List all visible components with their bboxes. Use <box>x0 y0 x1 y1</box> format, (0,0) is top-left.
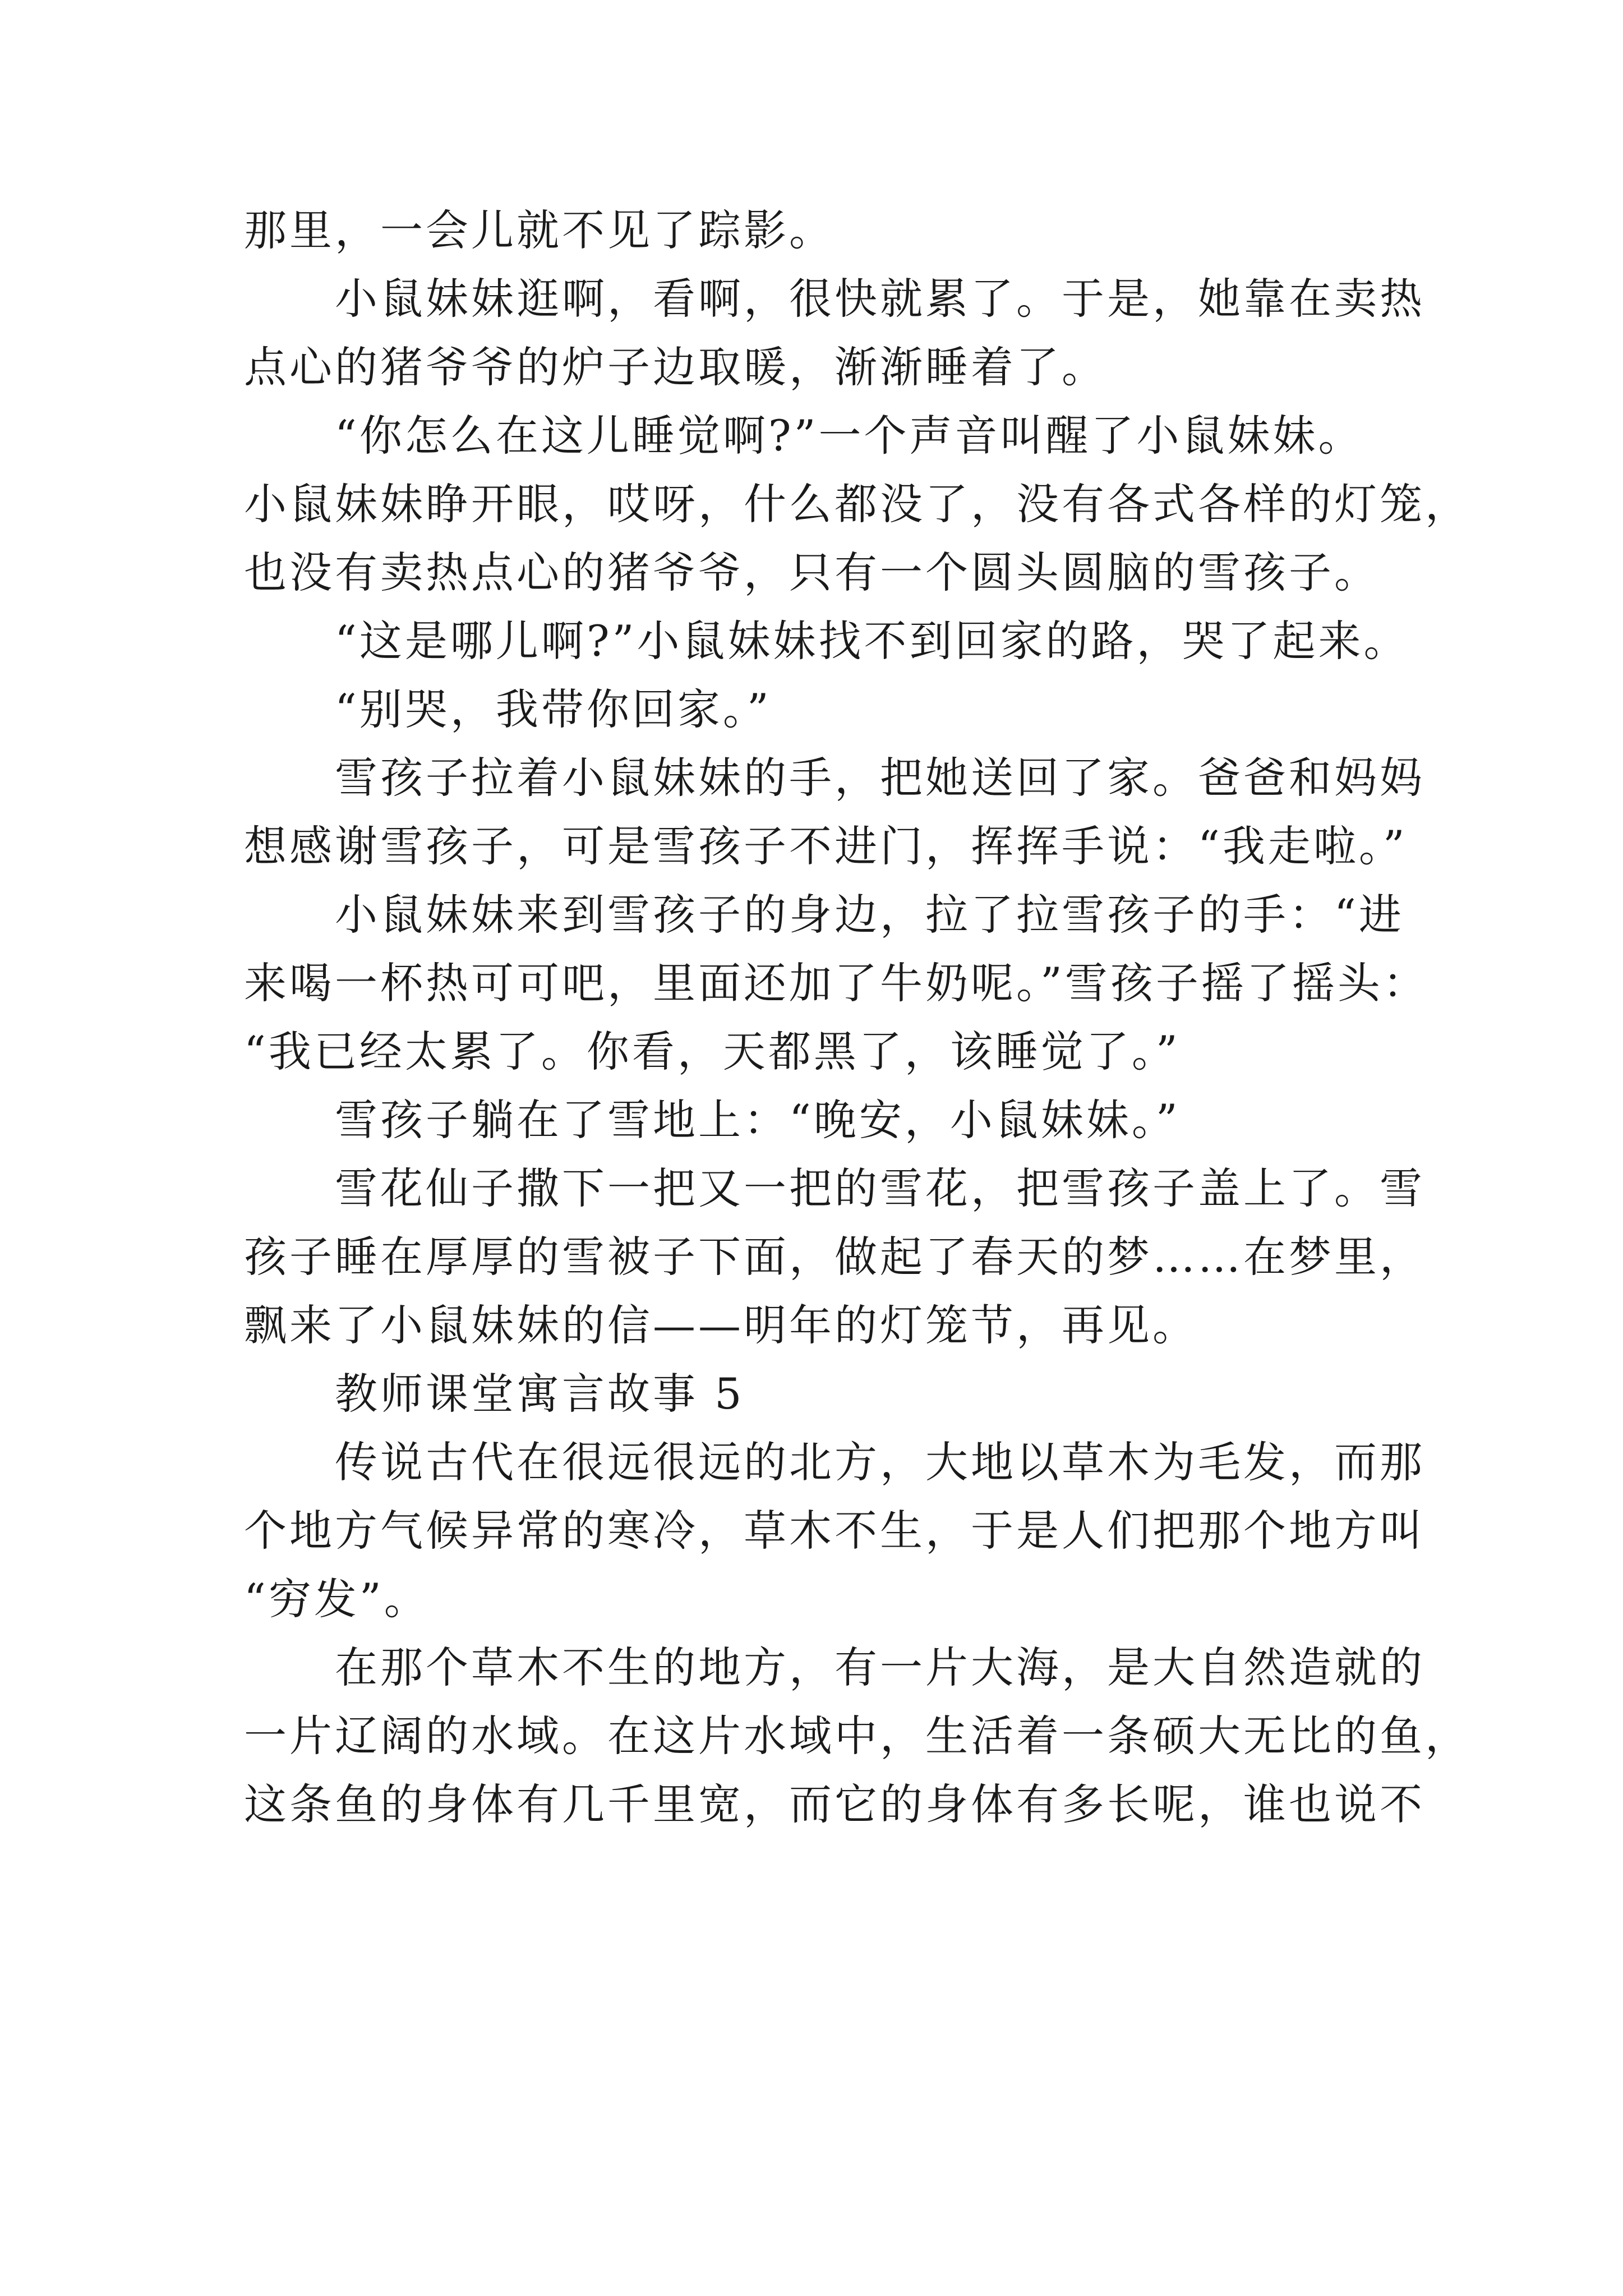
text-line: 也没有卖热点心的猪爷爷，只有一个圆头圆脑的雪孩子。 <box>244 547 1380 597</box>
text-line: “穷发”。 <box>244 1574 430 1624</box>
text-line: 雪花仙子撒下一把又一把的雪花，把雪孩子盖上了。雪 <box>244 1163 1425 1213</box>
text-line: 个地方气候异常的寒冷，草木不生，于是人们把那个地方叫 <box>244 1506 1425 1556</box>
text-line: 一片辽阔的水域。在这片水域中，生活着一条硕大无比的鱼， <box>244 1711 1470 1761</box>
text-line: 传说古代在很远很远的北方，大地以草木为毛发，而那 <box>244 1437 1425 1487</box>
text-line: 雪孩子躺在了雪地上：“晚安，小鼠妹妹。” <box>244 1095 1181 1145</box>
text-line: 点心的猪爷爷的炉子边取暖，渐渐睡着了。 <box>244 342 1107 392</box>
text-line: “我已经太累了。你看，天都黑了，该睡觉了。” <box>244 1027 1181 1076</box>
text-line: 那里，一会儿就不见了踪影。 <box>244 205 834 255</box>
section-heading: 教师课堂寓言故事 5 <box>244 1369 745 1419</box>
text-line: “这是哪儿啊?”小鼠妹妹找不到回家的路，哭了起来。 <box>244 616 1409 666</box>
text-line: 来喝一杯热可可吧，里面还加了牛奶呢。”雪孩子摇了摇头： <box>244 958 1428 1008</box>
text-line: 在那个草木不生的地方，有一片大海，是大自然造就的 <box>244 1642 1425 1692</box>
text-line: 雪孩子拉着小鼠妹妹的手，把她送回了家。爸爸和妈妈 <box>244 753 1425 803</box>
text-line: 飘来了小鼠妹妹的信——明年的灯笼节，再见。 <box>244 1300 1198 1350</box>
text-line: “别哭，我带你回家。” <box>244 684 772 734</box>
text-line: 小鼠妹妹逛啊，看啊，很快就累了。于是，她靠在卖热 <box>244 274 1425 324</box>
text-line: 小鼠妹妹睁开眼，哎呀，什么都没了，没有各式各样的灯笼， <box>244 479 1470 529</box>
text-line: 想感谢雪孩子，可是雪孩子不进门，挥挥手说：“我走啦。” <box>244 821 1408 871</box>
text-line: 孩子睡在厚厚的雪被子下面，做起了春天的梦……在梦里， <box>244 1232 1425 1282</box>
text-line: 小鼠妹妹来到雪孩子的身边，拉了拉雪孩子的手：“进 <box>244 890 1404 940</box>
text-line: 这条鱼的身体有几千里宽，而它的身体有多长呢，谁也说不 <box>244 1779 1425 1829</box>
document-body <box>244 196 1470 1839</box>
text-line: “你怎么在这儿睡觉啊?”一个声音叫醒了小鼠妹妹。 <box>244 411 1364 461</box>
